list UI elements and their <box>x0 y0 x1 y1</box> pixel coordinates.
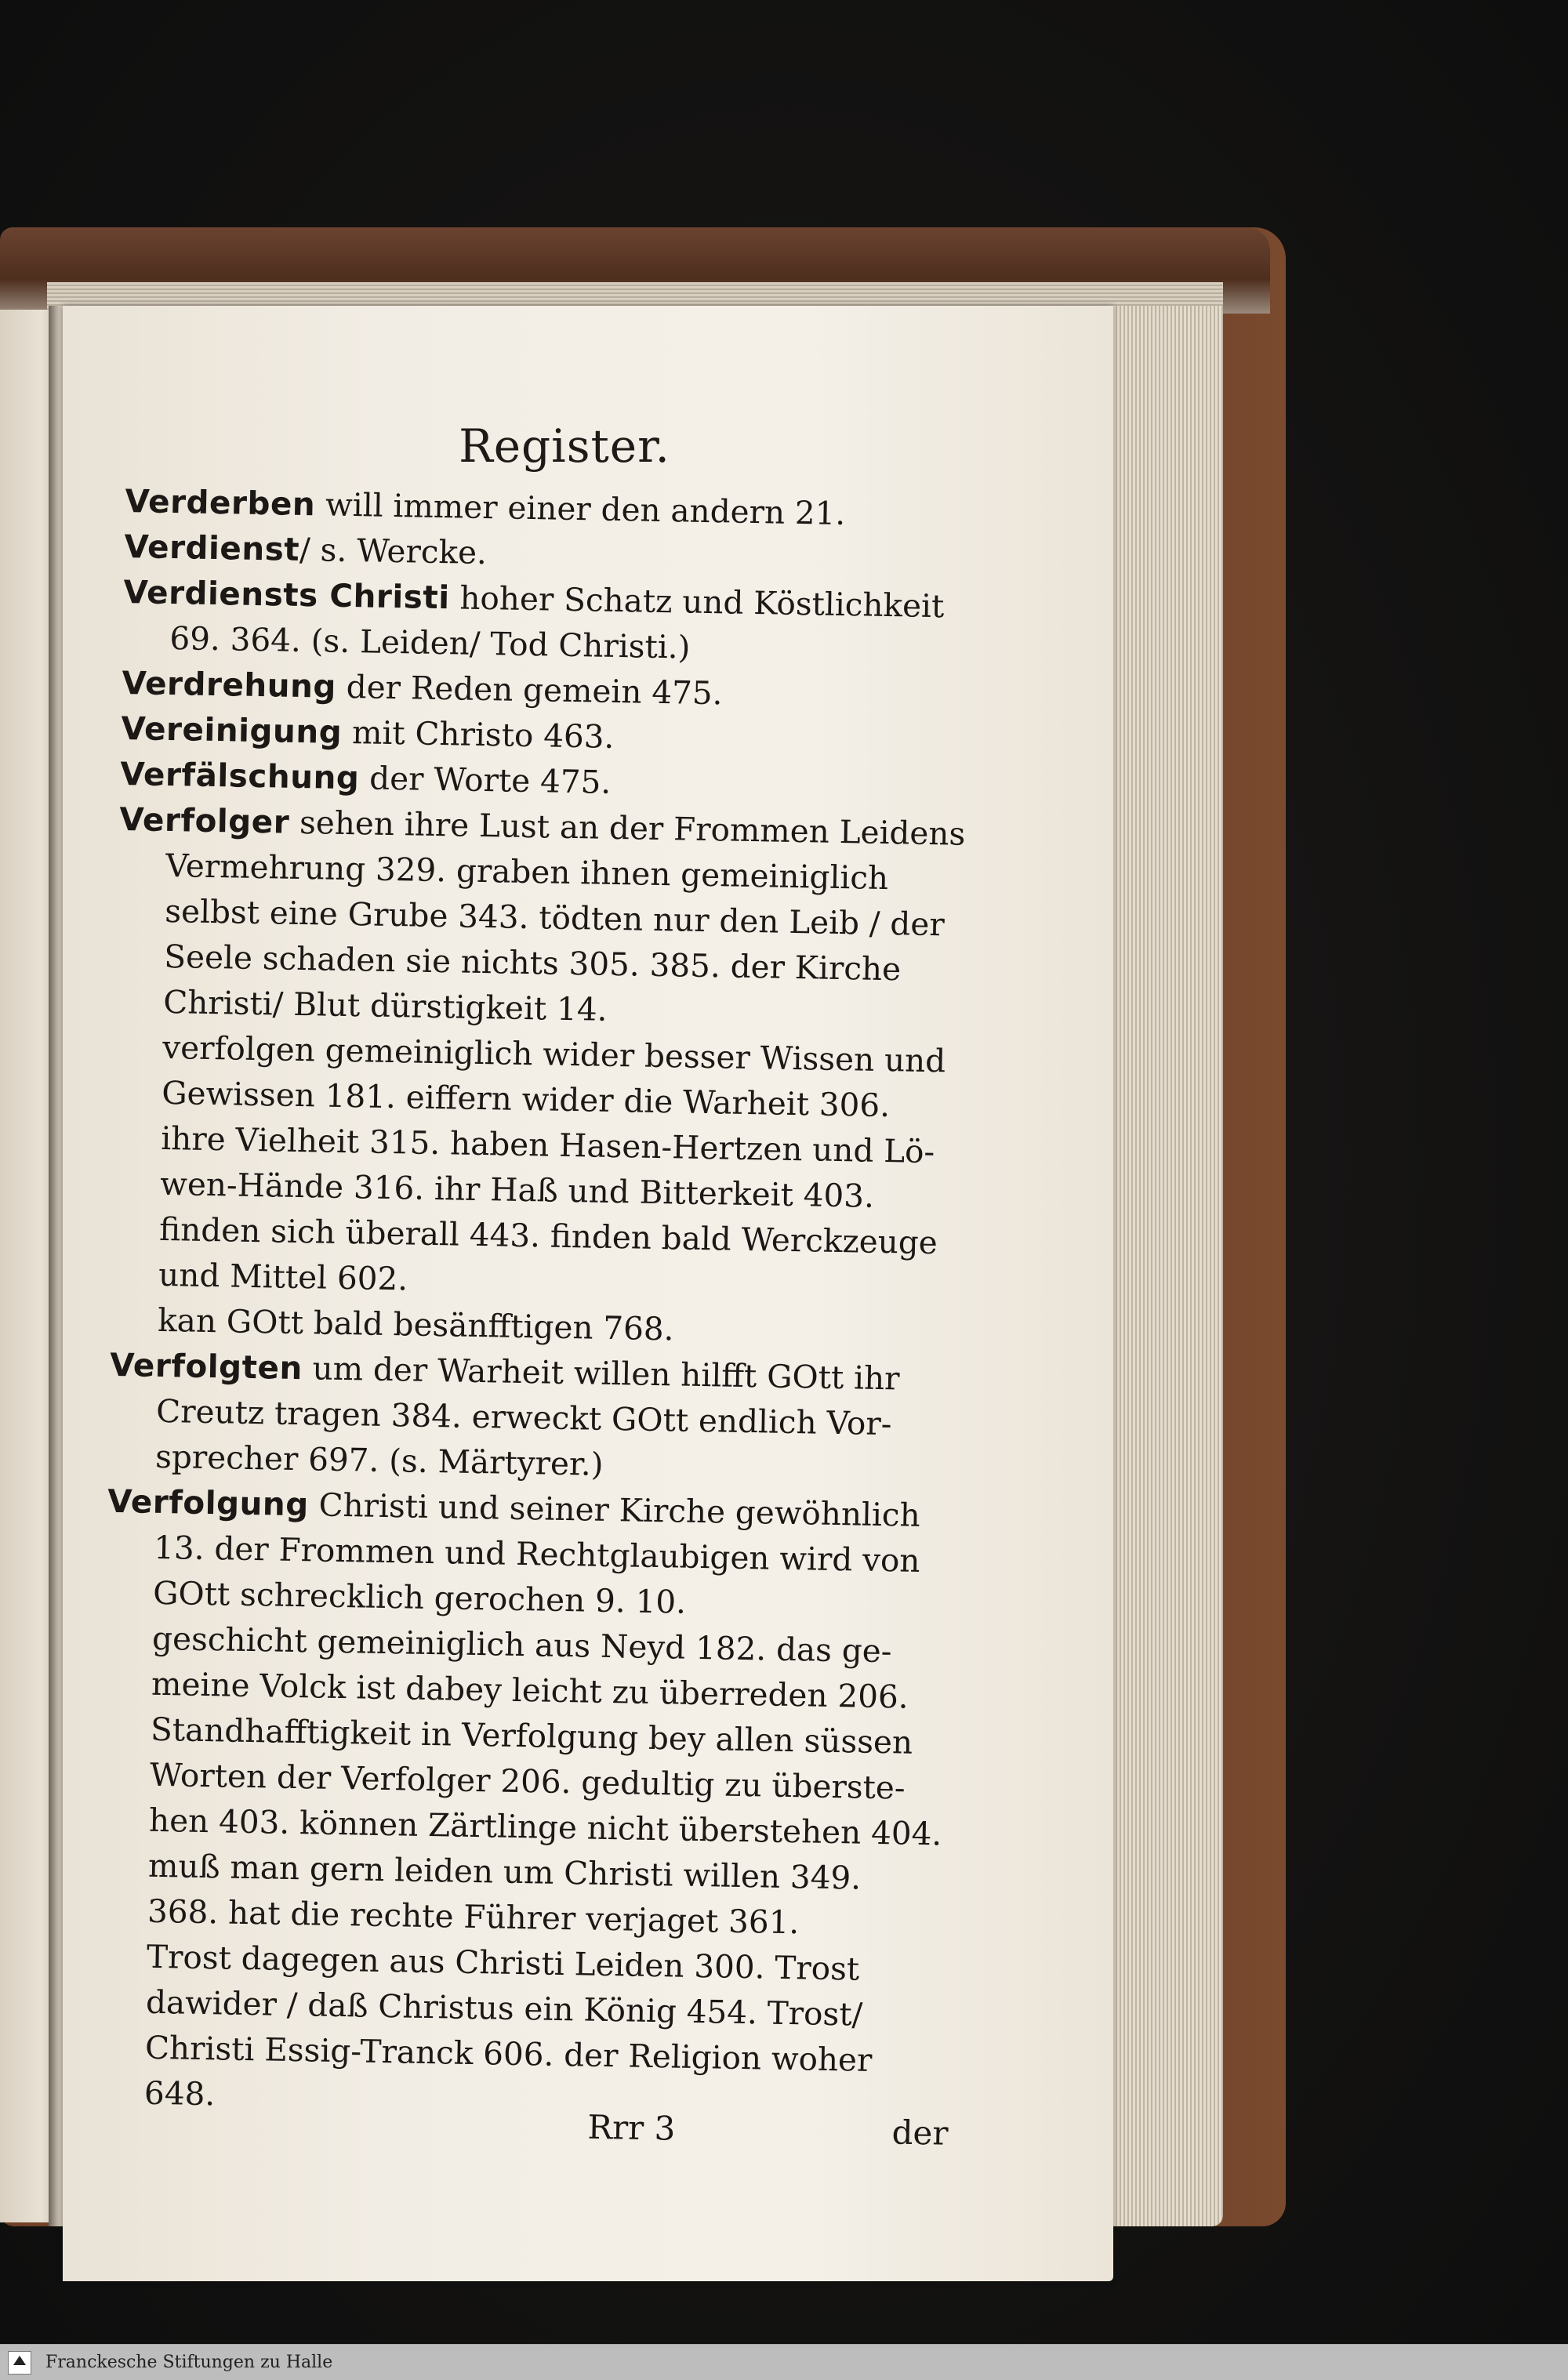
entry-text: / s. Wercke. <box>299 530 488 572</box>
entry-text: wen-Hände 316. ihr Haß und Bitterkeit 403. <box>159 1164 875 1215</box>
entry-text: geschicht gemeiniglich aus Neyd 182. das ge- <box>151 1619 892 1671</box>
entry-text: ihre Vielheit 315. haben Hasen-Hertzen und Lö- <box>160 1119 935 1171</box>
entry-text: 69. 364. (s. Leiden/ Tod Christi.) <box>169 619 691 666</box>
entry-headword: Verdrehung <box>122 663 337 706</box>
entry-text: verfolgen gemeiniglich wider besser Wissen und <box>162 1028 946 1080</box>
entry-headword: Verdiensts Christi <box>123 572 451 617</box>
entry-text: der Worte 475. <box>358 759 612 801</box>
entry-text: um der Warheit willen hilfft GOtt ihr <box>302 1349 900 1398</box>
entry-text: GOtt schrecklich gerochen 9. 10. <box>152 1573 687 1621</box>
footer-credit: Franckesche Stiftungen zu Halle <box>45 2353 333 2372</box>
entry-text: Christi und seiner Kirche gewöhnlich <box>308 1486 921 1534</box>
entry-text: sehen ihre Lust an der Frommen Leidens <box>289 803 966 853</box>
entry-text: dawider / daß Christus ein König 454. Trost/ <box>145 1983 863 2034</box>
entry-text: hen 403. können Zärtlinge nicht überstehen 404. <box>148 1801 942 1853</box>
page-edges-right <box>1113 306 1223 2226</box>
entry-headword: Vereinigung <box>121 709 343 751</box>
entry-text: Creutz tragen 384. erweckt GOtt endlich Vor- <box>155 1391 892 1443</box>
entry-text: 368. hat die rechte Führer verjaget 361. <box>147 1892 800 1942</box>
entry-text: Gewissen 181. eiffern wider die Warheit 306. <box>161 1073 891 1125</box>
entry-text: will immer einer den andern 21. <box>314 485 846 533</box>
signature-mark: Rrr 3 <box>587 2107 676 2148</box>
entry-text: mit Christo 463. <box>341 713 615 756</box>
register-entries <box>97 478 966 2129</box>
entry-text: Vermehrung 329. graben ihnen gemeiniglich <box>165 846 889 898</box>
entry-text: und Mittel 602. <box>158 1255 408 1298</box>
entry-text: Christi Essig-Tranck 606. der Religion woher <box>144 2028 873 2079</box>
entry-text: muß man gern leiden um Christi willen 349. <box>147 1846 862 1897</box>
entry-headword: Verfolgten <box>109 1345 303 1388</box>
entry-headword: Verfälschung <box>120 754 360 797</box>
entry-headword: Verfolgung <box>107 1482 310 1524</box>
entry-headword: Verderben <box>125 481 316 524</box>
entry-text: der Reden gemein 475. <box>336 667 723 713</box>
entry-text: Worten der Verfolger 206. gedultig zu überste- <box>149 1755 906 1807</box>
entry-text: finden sich überall 443. finden bald Werckzeuge <box>158 1210 938 1262</box>
entry-text: 13. der Frommen und Rechtglaubigen wird von <box>153 1528 920 1580</box>
entry-headword: Verdienst <box>124 527 300 568</box>
catchword: der <box>891 2113 949 2153</box>
page-title: Register. <box>459 419 670 473</box>
institution-logo-icon <box>8 2351 31 2375</box>
entry-text: Christi/ Blut dürstigkeit 14. <box>162 982 608 1029</box>
entry-text: 648. <box>143 2073 216 2113</box>
entry-text: Seele schaden sie nichts 305. 385. der Kirche <box>163 937 902 989</box>
entry-text: Trost dagegen aus Christi Leiden 300. Trost <box>146 1937 860 1988</box>
entry-text: Standhafftigkeit in Verfolgung bey allen süssen <box>150 1710 913 1761</box>
entry-text: hoher Schatz und Köstlichkeit <box>449 579 945 626</box>
entry-headword: Verfolger <box>118 800 290 841</box>
entry-text: kan GOtt bald besänfftigen 768. <box>157 1301 674 1348</box>
entry-text: meine Volck ist dabey leicht zu überreden 206. <box>151 1664 909 1716</box>
footer-bar <box>0 2344 1568 2380</box>
entry-text: sprecher 697. (s. Märtyrer.) <box>154 1437 604 1483</box>
entry-text: selbst eine Grube 343. tödten nur den Leib / der <box>164 891 946 944</box>
